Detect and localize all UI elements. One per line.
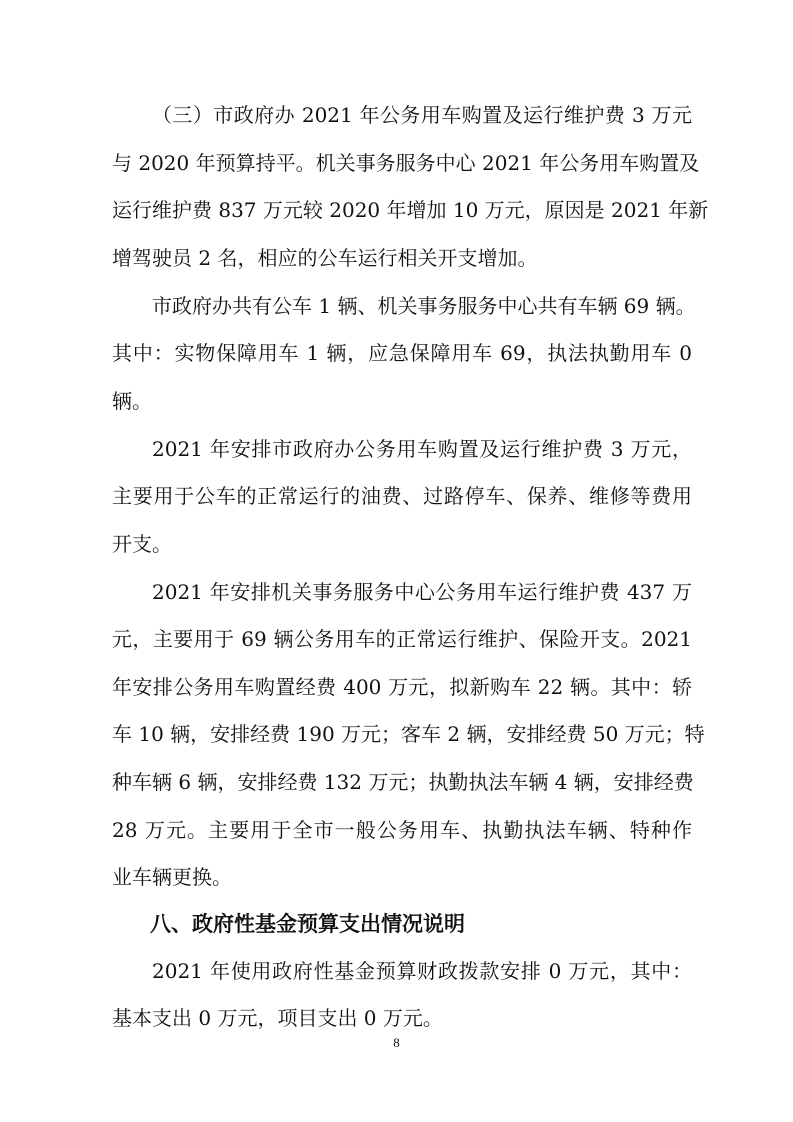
para-3-line-2: 与 2020 年预算持平。机关事务服务中心 2021 年公务用车购置及 bbox=[112, 151, 700, 175]
para-gov-office-line-3: 开支。 bbox=[112, 532, 172, 556]
para-vehicles-line-2: 其中：实物保障用车 1 辆，应急保障用车 69，执法执勤用车 0 bbox=[112, 341, 692, 365]
page-number: 8 bbox=[393, 1035, 400, 1050]
para-8-line-2: 基本支出 0 万元，项目支出 0 万元。 bbox=[112, 1006, 443, 1030]
para-3-line-3: 运行维护费 837 万元较 2020 年增加 10 万元，原因是 2021 年新 bbox=[112, 198, 709, 222]
para-8-line-1: 2021 年使用政府性基金预算财政拨款安排 0 万元，其中： bbox=[152, 959, 692, 983]
para-affairs-center-line-4: 车 10 辆，安排经费 190 万元；客车 2 辆，安排经费 50 万元；特 bbox=[112, 722, 705, 746]
para-3-line-4: 增驾驶员 2 名，相应的公车运行相关开支增加。 bbox=[112, 246, 538, 270]
para-affairs-center-line-1: 2021 年安排机关事务服务中心公务用车运行维护费 437 万 bbox=[152, 580, 692, 604]
para-affairs-center-line-5: 种车辆 6 辆，安排经费 132 万元；执勤执法车辆 4 辆，安排经费 bbox=[112, 770, 694, 794]
para-affairs-center-line-2: 元，主要用于 69 辆公务用车的正常运行维护、保险开支。2021 bbox=[112, 627, 692, 651]
para-vehicles-line-1: 市政府办共有公车 1 辆、机关事务服务中心共有车辆 69 辆。 bbox=[152, 294, 696, 318]
para-gov-office-line-1: 2021 年安排市政府办公务用车购置及运行维护费 3 万元， bbox=[152, 437, 692, 461]
para-affairs-center-line-6: 28 万元。主要用于全市一般公务用车、执勤执法车辆、特种作 bbox=[112, 818, 692, 842]
para-affairs-center-line-7: 业车辆更换。 bbox=[112, 865, 232, 889]
para-affairs-center-line-3: 年安排公务用车购置经费 400 万元，拟新购车 22 辆。其中：轿 bbox=[112, 675, 692, 699]
heading-section-8: 八、政府性基金预算支出情况说明 bbox=[150, 912, 465, 936]
para-gov-office-line-2: 主要用于公车的正常运行的油费、过路停车、保养、维修等费用 bbox=[112, 484, 692, 508]
para-vehicles-line-3: 辆。 bbox=[112, 389, 152, 413]
para-3-line-1: （三）市政府办 2021 年公务用车购置及运行维护费 3 万元 bbox=[152, 103, 692, 127]
